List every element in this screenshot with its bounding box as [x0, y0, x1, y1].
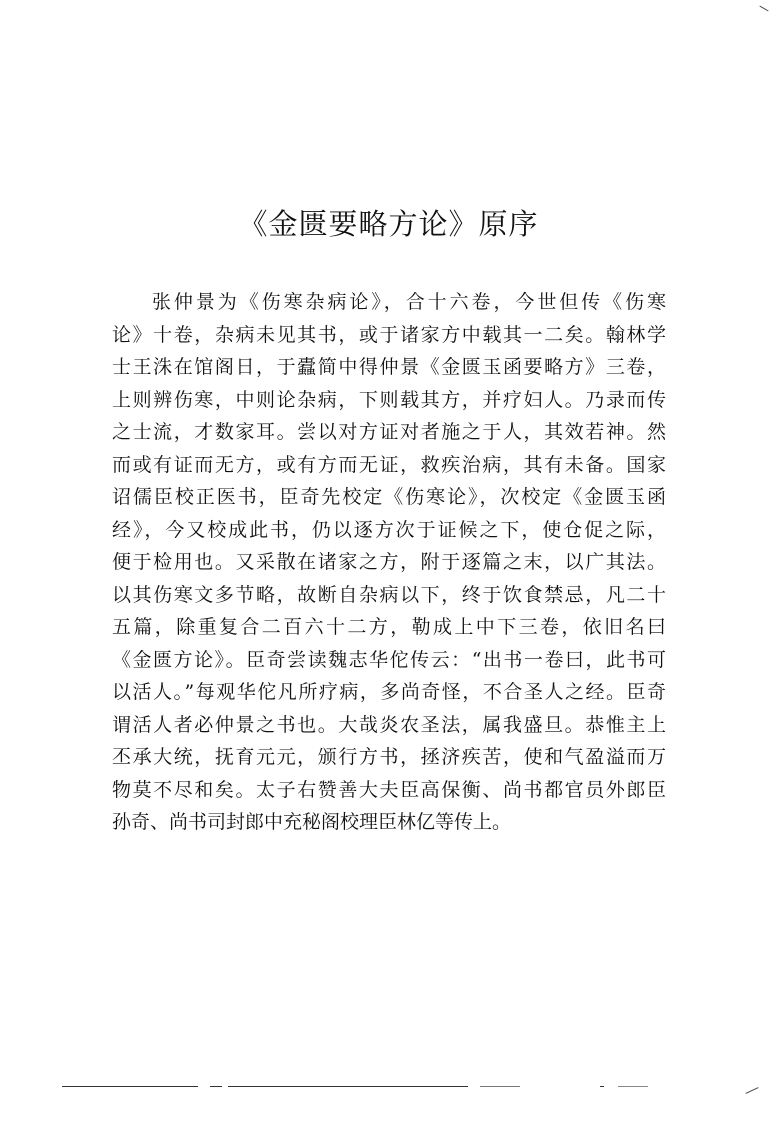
text-line: 诏儒臣校正医书，臣奇先校定《伤寒论》，次校定《金匮玉函	[112, 486, 666, 508]
text-line: 物莫不尽和矣。太子右赞善大夫臣高保衡、尚书都官员外郎臣	[112, 778, 666, 801]
text-line: 谓活人者必仲景之书也。大哉炎农圣法，属我盛旦。恭惟主上	[112, 713, 666, 736]
text-line: 上则辨伤寒，中则论杂病，下则载其方，并疗妇人。乃录而传	[112, 388, 666, 411]
scan-artifact-mark	[745, 1087, 758, 1094]
text-line: 丕承大统，抚育元元，颁行方书，拯济疾苦，使和气盈溢而万	[112, 746, 666, 768]
text-line: 张仲景为《伤寒杂病论》，合十六卷，今世但传《伤寒	[152, 291, 666, 313]
scan-artifact-corner	[759, 6, 768, 12]
text-line: 便于检用也。又采散在诸家之方，附于逐篇之末，以广其法。	[112, 551, 666, 573]
footer-rule	[62, 1086, 198, 1087]
footer-rule	[480, 1086, 520, 1087]
text-line: 之士流，才数家耳。尝以对方证对者施之于人，其效若神。然	[112, 421, 666, 443]
text-line: 孙奇、尚书司封郎中充秘阁校理臣林亿等传上。	[112, 811, 512, 833]
page-title: 《金匮要略方论》原序	[238, 207, 539, 241]
text-line: 以其伤寒文多节略，故断自杂病以下，终于饮食禁忌，凡二十	[112, 583, 666, 606]
footer-rule	[228, 1086, 468, 1087]
text-line: 经》，今又校成此书，仍以逐方次于证候之下，使仓促之际，	[112, 518, 666, 541]
footer-rule	[618, 1086, 648, 1087]
preface-body	[112, 286, 666, 839]
footer-rule	[600, 1086, 604, 1087]
text-line: 而或有证而无方，或有方而无证，救疾治病，其有未备。国家	[112, 453, 666, 476]
text-line: 论》十卷，杂病未见其书，或于诸家方中载其一二矣。翰林学	[112, 323, 666, 346]
text-line: 以活人。”每观华佗凡所疗病，多尚奇怪，不合圣人之经。臣奇	[112, 681, 666, 703]
text-line: 士王洙在馆阁日，于蠹简中得仲景《金匮玉函要略方》三卷，	[112, 356, 666, 378]
text-line: 五篇，除重复合二百六十二方，勒成上中下三卷，依旧名曰	[112, 616, 666, 638]
footer-rule	[210, 1086, 222, 1087]
text-line: 《金匮方论》。臣奇尝读魏志华佗传云：“出书一卷曰，此书可	[112, 648, 666, 671]
